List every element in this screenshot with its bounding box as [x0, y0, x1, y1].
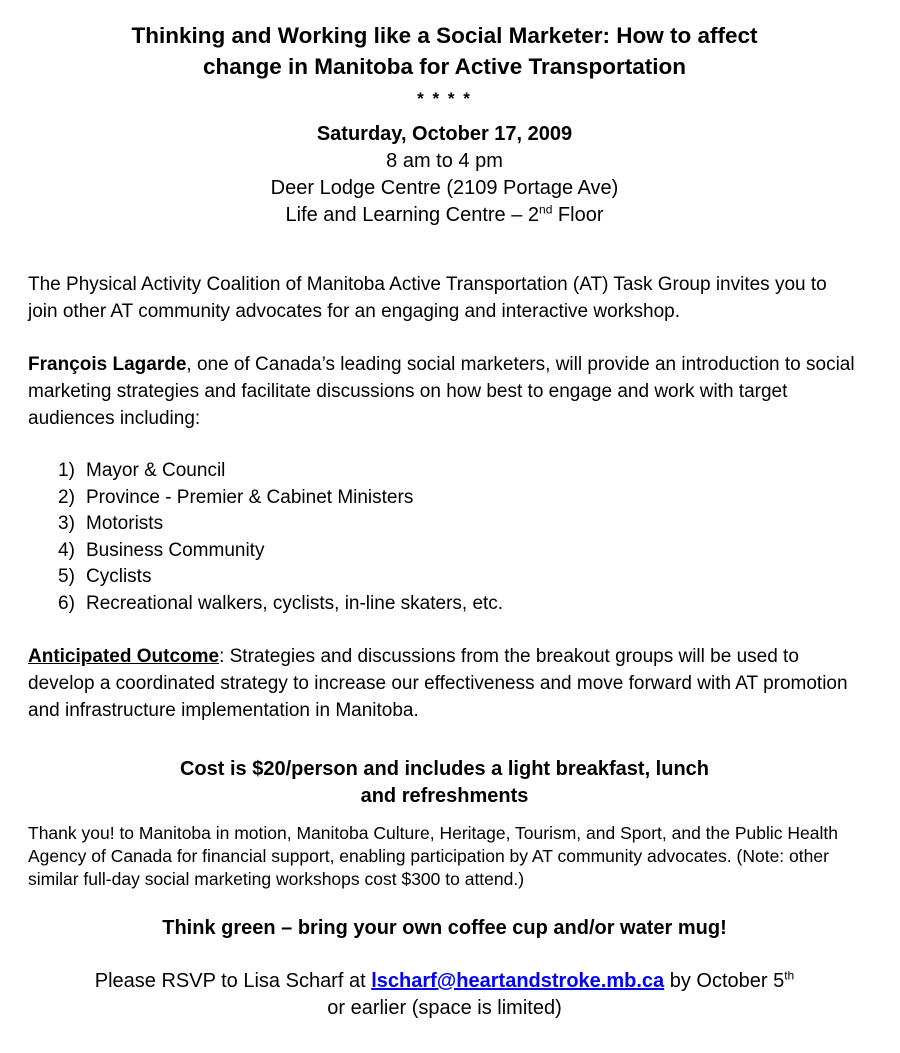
- title-line-1: Thinking and Working like a Social Marketer: How to affect: [131, 23, 758, 48]
- rsvp-prefix: Please RSVP to Lisa Scharf at: [94, 970, 372, 993]
- audience-item: [58, 485, 861, 512]
- event-details: [28, 121, 861, 229]
- rsvp-section: [28, 968, 861, 1022]
- audience-item-number: 3): [58, 513, 75, 535]
- speaker-description: , one of Canada’s leading social marketers, will provide an introduction to social marketing strategies and facilitate discussions on how best to engage and work with target audiences including:: [28, 354, 855, 430]
- audience-item-number: 1): [58, 460, 75, 482]
- audience-item-label: Cyclists: [86, 566, 152, 588]
- audience-item-label: Business Community: [86, 539, 265, 561]
- outcome-text: : Strategies and discussions from the breakout groups will be used to develop a coordinated strategy to increase our effectiveness and move forward with AT promotion and infrastructure implementation in Manitoba.: [28, 646, 848, 722]
- acknowledgement-paragraph: Thank you! to Manitoba in motion, Manitoba Culture, Heritage, Tourism, and Sport, and the Public Health Agency of Canada for financial support, enabling participation by AT community advocates. (Note: other similar full-day social marketing workshops cost $300 to attend.): [28, 823, 838, 890]
- cost-note: [28, 756, 861, 810]
- event-room-suffix: Floor: [552, 204, 604, 227]
- rsvp-line-1: [28, 968, 861, 995]
- star-separator: * * * *: [417, 89, 472, 109]
- audience-item: [58, 591, 861, 618]
- audience-item-label: Motorists: [86, 513, 164, 535]
- event-room-text: Life and Learning Centre – 2: [285, 204, 540, 227]
- speaker-paragraph: [28, 351, 861, 432]
- event-time: 8 am to 4 pm: [386, 150, 503, 173]
- speaker-name: François Lagarde: [28, 354, 187, 376]
- audience-item: [58, 538, 861, 565]
- audience-item: [58, 511, 861, 538]
- flyer-title: [28, 20, 861, 82]
- audience-item-label: Recreational walkers, cyclists, in-line skaters, etc.: [86, 592, 504, 614]
- event-venue: Deer Lodge Centre (2109 Portage Ave): [270, 177, 619, 200]
- event-room-ordinal: nd: [539, 202, 553, 217]
- outcome-heading: Anticipated Outcome: [28, 646, 220, 668]
- audience-item-number: 5): [58, 566, 75, 588]
- audience-item: [58, 564, 861, 591]
- audience-item-number: 4): [58, 539, 75, 561]
- outcome-paragraph: [28, 643, 861, 724]
- intro-paragraph: The Physical Activity Coalition of Manitoba Active Transportation (AT) Task Group invites you to join other AT community advocates for an engaging and interactive workshop.: [28, 274, 827, 323]
- rsvp-middle: by October 5: [664, 970, 785, 993]
- rsvp-email-link[interactable]: lscharf@heartandstroke.mb.ca: [371, 970, 665, 993]
- audience-item-label: Mayor & Council: [86, 460, 226, 482]
- audience-item-label: Province - Premier & Cabinet Ministers: [86, 486, 414, 508]
- event-date: Saturday, October 17, 2009: [316, 123, 573, 146]
- cost-line-2: and refreshments: [360, 785, 529, 808]
- audience-list: [58, 458, 861, 617]
- rsvp-line-2: or earlier (space is limited): [327, 997, 562, 1020]
- audience-item-number: 6): [58, 592, 75, 614]
- audience-item: [58, 458, 861, 485]
- think-green-note: Think green – bring your own coffee cup and/or water mug!: [162, 917, 727, 940]
- cost-line-1: Cost is $20/person and includes a light breakfast, lunch: [179, 758, 710, 781]
- title-line-2: change in Manitoba for Active Transportation: [203, 54, 686, 80]
- audience-item-number: 2): [58, 486, 75, 508]
- rsvp-date-ordinal: th: [784, 968, 795, 983]
- event-room: [28, 202, 861, 229]
